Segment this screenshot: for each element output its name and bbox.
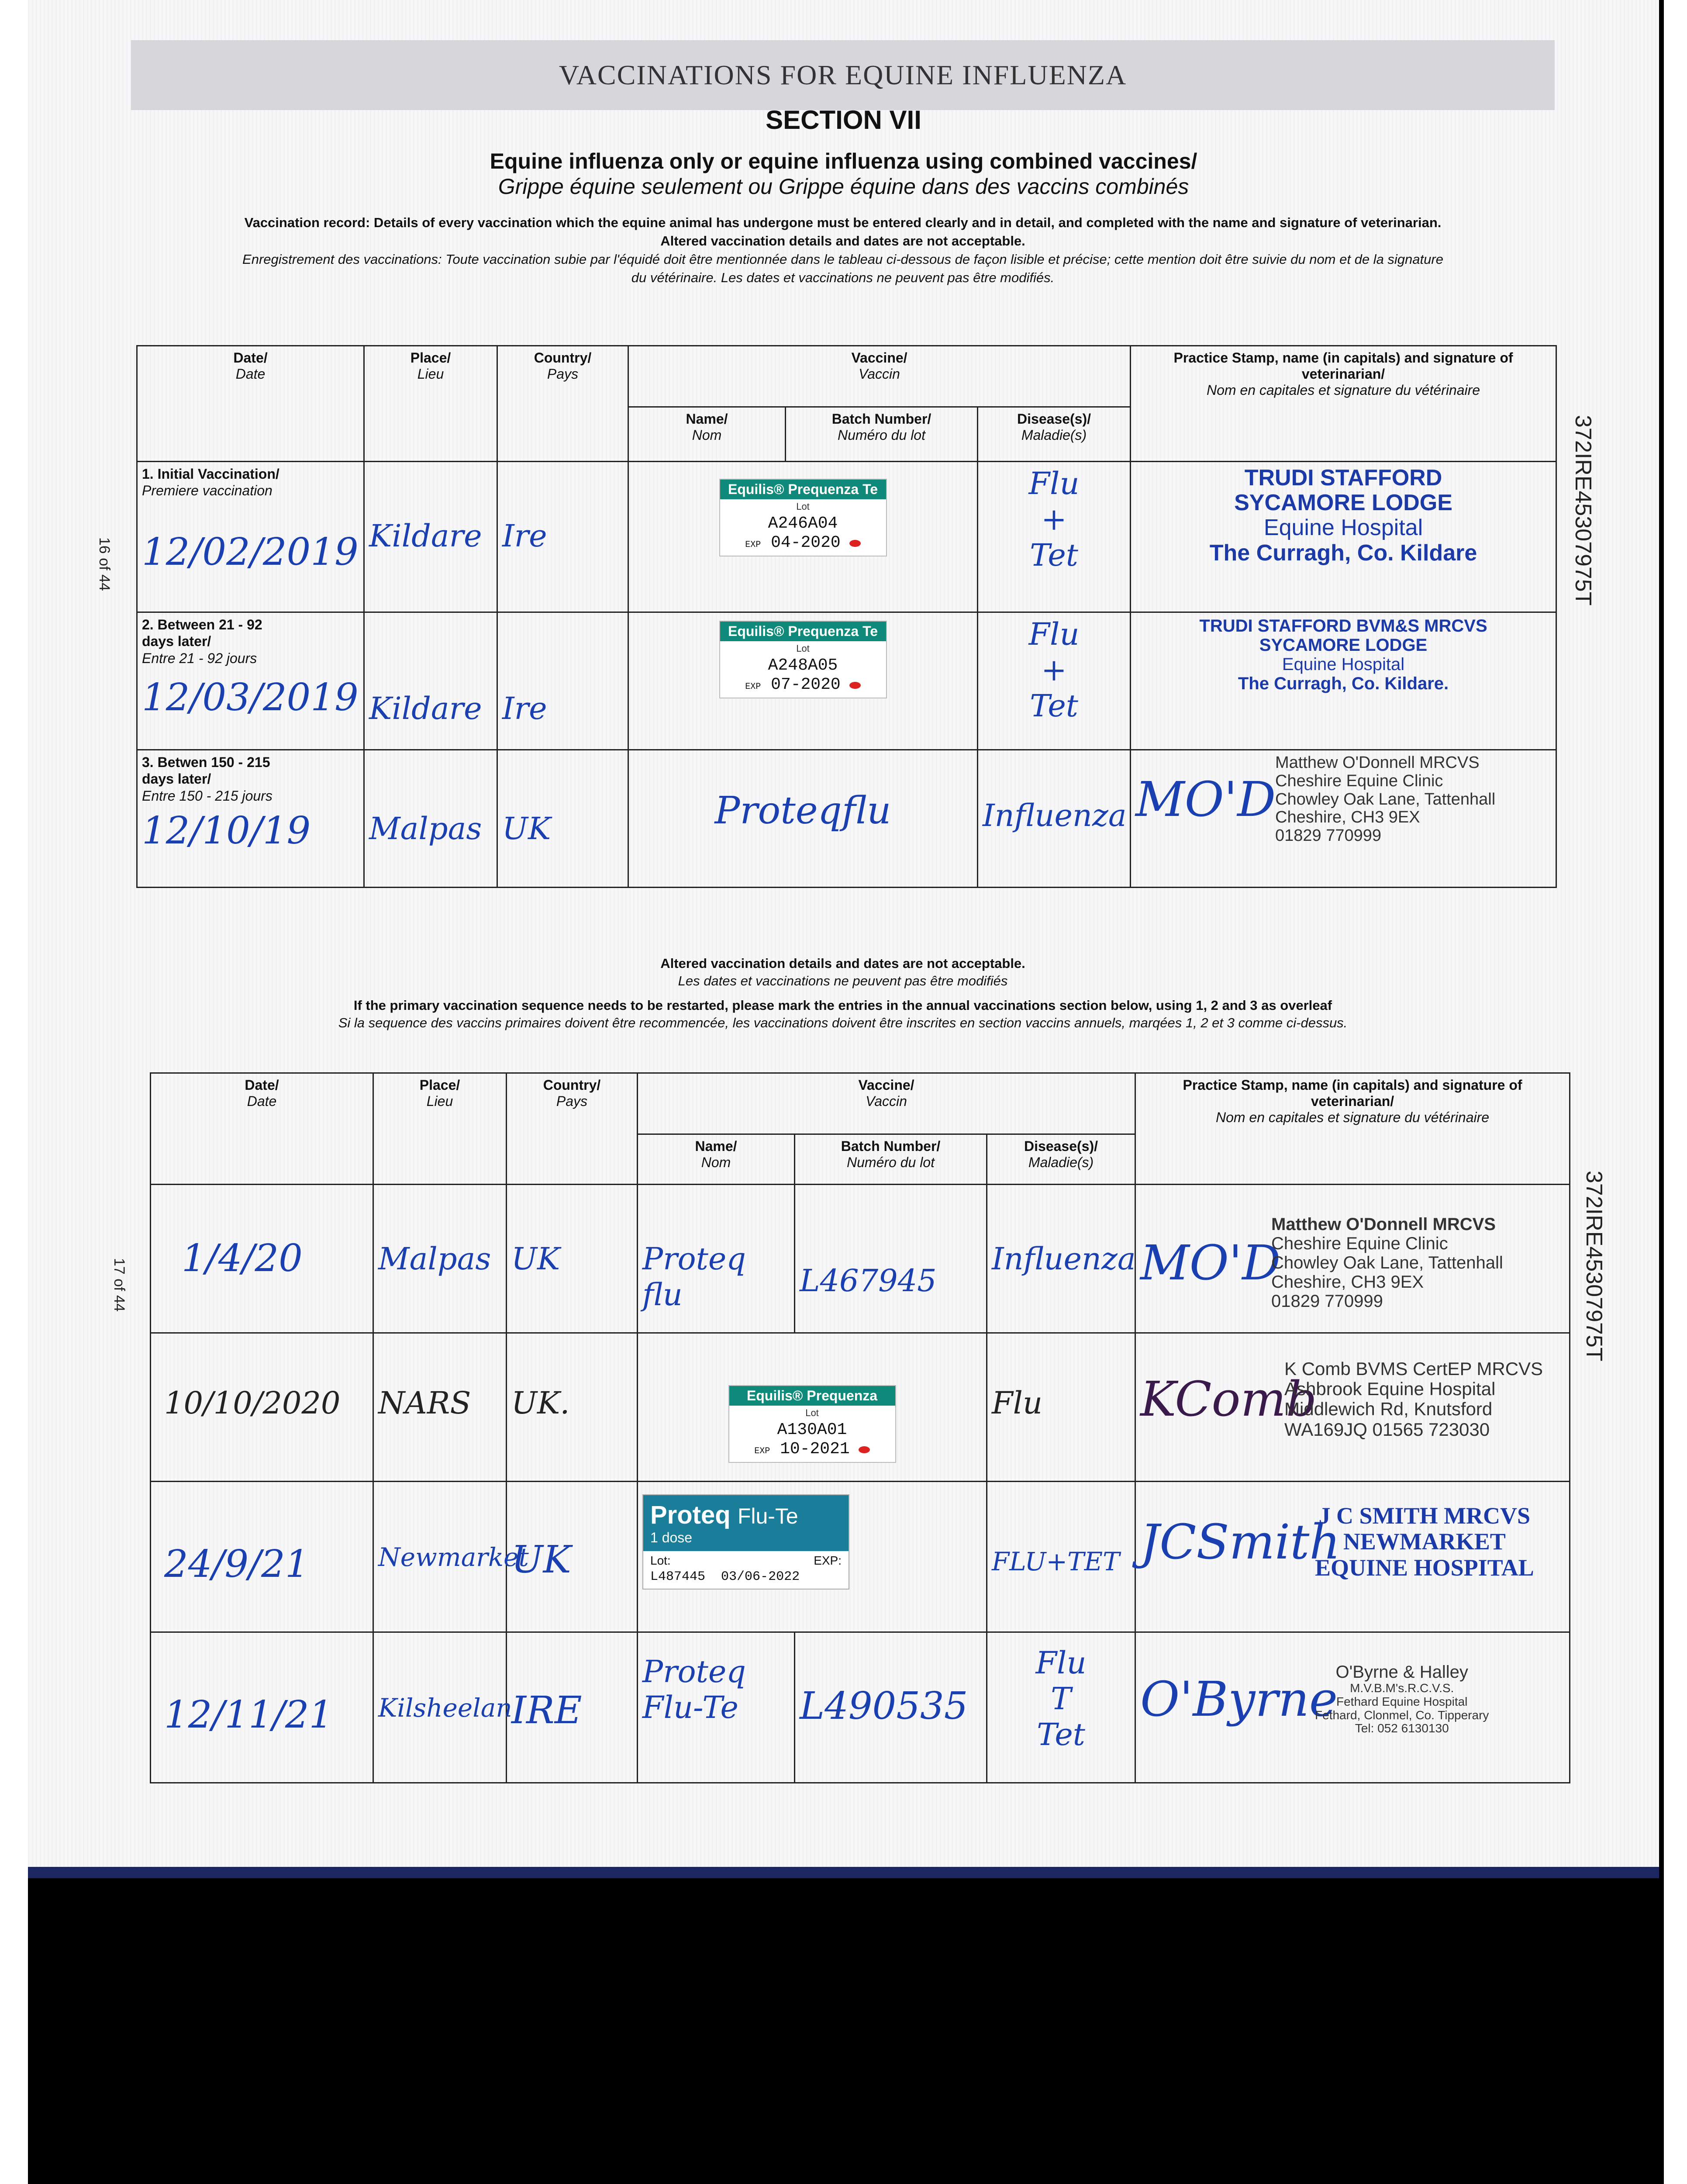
record-note-en: Vaccination record: Details of every vaccination which the equine animal has undergone must be entered clearly and in detail, and completed with the name and signature of veterinarian. [244, 215, 1442, 230]
col-country-header: Country/ Pays [497, 346, 628, 462]
practice-stamp-cell [1135, 1632, 1570, 1783]
table-row [151, 1333, 1570, 1482]
row-disease-cell: Flu T Tet [987, 1632, 1135, 1783]
sticker-dot [849, 540, 861, 547]
row-place-cell: NARS [373, 1333, 507, 1482]
col-stamp-header: Practice Stamp, name (in capitals) and signature of veterinarian/ Nom en capitales et signature du vétérinaire [1131, 346, 1556, 462]
subtitle-french: Grippe équine seulement ou Grippe équine dans des vaccins combinés [498, 174, 1189, 199]
table-row [151, 1482, 1570, 1632]
practice-stamp-cell [1135, 1185, 1570, 1333]
vet-signature: MO'D [1140, 1235, 1281, 1291]
row-disease-cell: Flu [987, 1333, 1135, 1482]
practice-stamp: J C SMITH MRCVS NEWMARKET EQUINE HOSPITAL [1315, 1503, 1534, 1581]
section-title: SECTION VII [766, 105, 921, 135]
scan-margin-left [0, 0, 28, 2184]
col-place-header: Place/ Lieu [373, 1073, 507, 1185]
col-disease-header: Disease(s)/ Maladie(s) [987, 1134, 1135, 1185]
altered-note-fr: Les dates et vaccinations ne peuvent pas être modifiés [678, 973, 1008, 988]
handwritten-date: 12/02/2019 [142, 530, 359, 574]
col-date-header: Date/ Date [137, 346, 364, 462]
record-note-fr-2: du vétérinaire. Les dates et vaccinations ne peuvent pas être modifiés. [631, 270, 1055, 285]
handwritten-date: 12/10/19 [142, 809, 311, 853]
col-stamp-header: Practice Stamp, name (in capitals) and signature of veterinarian/ Nom en capitales et signature du vétérinaire [1135, 1073, 1570, 1185]
row-country-cell: Ire [497, 612, 628, 750]
practice-stamp: K Comb BVMS CertEP MRCVS Ashbrook Equine Hospital Middlewich Rd, Knutsford WA169JQ 01565 723030 [1284, 1358, 1543, 1440]
vaccine-sticker-cell [628, 612, 978, 750]
practice-stamp-cell [1131, 462, 1556, 612]
col-vaccine-header: Vaccine/ Vaccin [628, 346, 1131, 407]
col-disease-header: Disease(s)/ Maladie(s) [978, 407, 1131, 462]
vet-signature: MO'D [1135, 771, 1276, 828]
table-row [137, 462, 1556, 612]
col-batch-header: Batch Number/ Numéro du lot [786, 407, 978, 462]
row-place-cell: Malpas [364, 750, 497, 888]
vaccination-table-top [136, 345, 1557, 888]
row-date-cell: 1. Initial Vaccination/ Premiere vaccination 12/02/2019 [137, 462, 364, 612]
record-note-fr: Enregistrement des vaccinations: Toute vaccination subie par l'équidé doit être mentionnée dans le tableau ci-dessous de façon lisible et précise; cette mention doit être suivie du nom et de la signature [242, 252, 1443, 267]
proteq-sticker: Proteq Flu-Te 1 dose Lot: EXP: L487445 03/06-2022 [642, 1494, 849, 1590]
passport-id: 372IRE45307975T [1570, 415, 1596, 606]
vaccine-sticker-cell [628, 462, 978, 612]
row-batch-cell: L490535 [795, 1632, 987, 1783]
practice-stamp: Matthew O'Donnell MRCVS Cheshire Equine Clinic Chowley Oak Lane, Tattenhall Cheshire, CH3 9EX 01829 770999 [1275, 753, 1496, 845]
row-place-cell: Kilsheelan [373, 1632, 507, 1783]
row-date-cell: 3. Betwen 150 - 215 days later/ Entre 150 - 215 jours 12/10/19 [137, 750, 364, 888]
page-number: 17 of 44 [111, 1258, 128, 1312]
vaccination-table-bottom [150, 1072, 1570, 1783]
passport-id: 372IRE45307975T [1581, 1171, 1607, 1362]
vaccine-sticker-cell [638, 1333, 987, 1482]
row-place-cell: Kildare [364, 612, 497, 750]
practice-stamp: TRUDI STAFFORD SYCAMORE LODGE Equine Hospital The Curragh, Co. Kildare [1209, 465, 1477, 566]
row-disease-cell: Flu + Tet [978, 462, 1131, 612]
row-name-cell: Proteq flu [638, 1185, 795, 1333]
col-name-header: Name/ Nom [638, 1134, 795, 1185]
scan-margin-right [1664, 0, 1687, 2184]
row-batch-cell: L467945 [795, 1185, 987, 1333]
vet-signature: KComb [1140, 1371, 1317, 1427]
col-vaccine-header: Vaccine/ Vaccin [638, 1073, 1135, 1134]
restart-note-fr: Si la sequence des vaccins primaires doivent être recommencée, les vaccinations doivent être inscrites en section vaccins annuels, marqées 1, 2 et 3 comme ci-dessus. [338, 1015, 1348, 1030]
row-disease-cell: FLU+TET [987, 1482, 1135, 1632]
banner-title: VACCINATIONS FOR EQUINE INFLUENZA [559, 59, 1127, 90]
row-country-cell: IRE [507, 1632, 638, 1783]
col-date-header: Date/ Date [151, 1073, 373, 1185]
row-country-cell: UK [497, 750, 628, 888]
cover-edge [28, 1867, 1659, 1878]
subtitle-english: Equine influenza only or equine influenza using combined vaccines/ [490, 149, 1197, 173]
row-place-cell: Kildare [364, 462, 497, 612]
sticker-dot [859, 1446, 870, 1453]
row-disease-cell: Influenza [987, 1185, 1135, 1333]
row-date-cell: 12/11/21 [151, 1632, 373, 1783]
restart-note-en: If the primary vaccination sequence needs to be restarted, please mark the entries in the annual vaccinations section below, using 1, 2 and 3 as overleaf [353, 998, 1332, 1013]
col-batch-header: Batch Number/ Numéro du lot [795, 1134, 987, 1185]
practice-stamp-cell [1131, 750, 1556, 888]
row-name-cell: Proteqflu [628, 750, 978, 888]
row-date-cell: 24/9/21 [151, 1482, 373, 1632]
vaccine-sticker: Equilis® Prequenza Te Lot A246A04 EXP 04-2020 [719, 479, 887, 556]
table-row [137, 750, 1556, 888]
table-row [151, 1185, 1570, 1333]
col-name-header: Name/ Nom [628, 407, 786, 462]
col-country-header: Country/ Pays [507, 1073, 638, 1185]
section-banner [131, 40, 1555, 110]
practice-stamp: Matthew O'Donnell MRCVS Cheshire Equine Clinic Chowley Oak Lane, Tattenhall Cheshire, CH3 9EX 01829 770999 [1271, 1215, 1503, 1311]
table-row [137, 612, 1556, 750]
altered-note-en: Altered vaccination details and dates are not acceptable. [660, 956, 1025, 971]
handwritten-date: 12/03/2019 [142, 676, 359, 720]
col-place-header: Place/ Lieu [364, 346, 497, 462]
row-disease-cell: Flu + Tet [978, 612, 1131, 750]
vaccine-sticker: Equilis® Prequenza Te Lot A248A05 EXP 07-2020 [719, 621, 887, 698]
table-row [151, 1632, 1570, 1783]
row-place-cell: Newmarket [373, 1482, 507, 1632]
practice-stamp: O'Byrne & Halley M.V.B.M's.R.C.V.S. Fethard Equine Hospital Fethard, Clonmel, Co. Tipperary Tel: 052 6130130 [1315, 1662, 1489, 1735]
record-note-en-2: Altered vaccination details and dates are not acceptable. [660, 233, 1025, 249]
row-date-cell: 2. Between 21 - 92 days later/ Entre 21 - 92 jours 12/03/2019 [137, 612, 364, 750]
vet-signature: JCSmith [1140, 1514, 1341, 1570]
vaccine-sticker-cell [638, 1482, 987, 1632]
vaccine-sticker: Equilis® Prequenza Lot A130A01 EXP 10-2021 [728, 1385, 896, 1463]
row-country-cell: UK [507, 1482, 638, 1632]
row-disease-cell: Influenza [978, 750, 1131, 888]
sticker-dot [849, 682, 861, 689]
practice-stamp-cell [1135, 1333, 1570, 1482]
row-place-cell: Malpas [373, 1185, 507, 1333]
practice-stamp-cell [1131, 612, 1556, 750]
row-name-cell: Proteq Flu-Te [638, 1632, 795, 1783]
row-date-cell: 10/10/2020 [151, 1333, 373, 1482]
practice-stamp: TRUDI STAFFORD BVM&S MRCVS SYCAMORE LODGE Equine Hospital The Curragh, Co. Kildare. [1199, 616, 1487, 693]
row-country-cell: Ire [497, 462, 628, 612]
practice-stamp-cell [1135, 1482, 1570, 1632]
row-country-cell: UK [507, 1185, 638, 1333]
page-number: 16 of 44 [96, 537, 113, 591]
row-date-cell: 1/4/20 [151, 1185, 373, 1333]
vet-signature: O'Byrne [1140, 1671, 1338, 1727]
row-country-cell: UK. [507, 1333, 638, 1482]
